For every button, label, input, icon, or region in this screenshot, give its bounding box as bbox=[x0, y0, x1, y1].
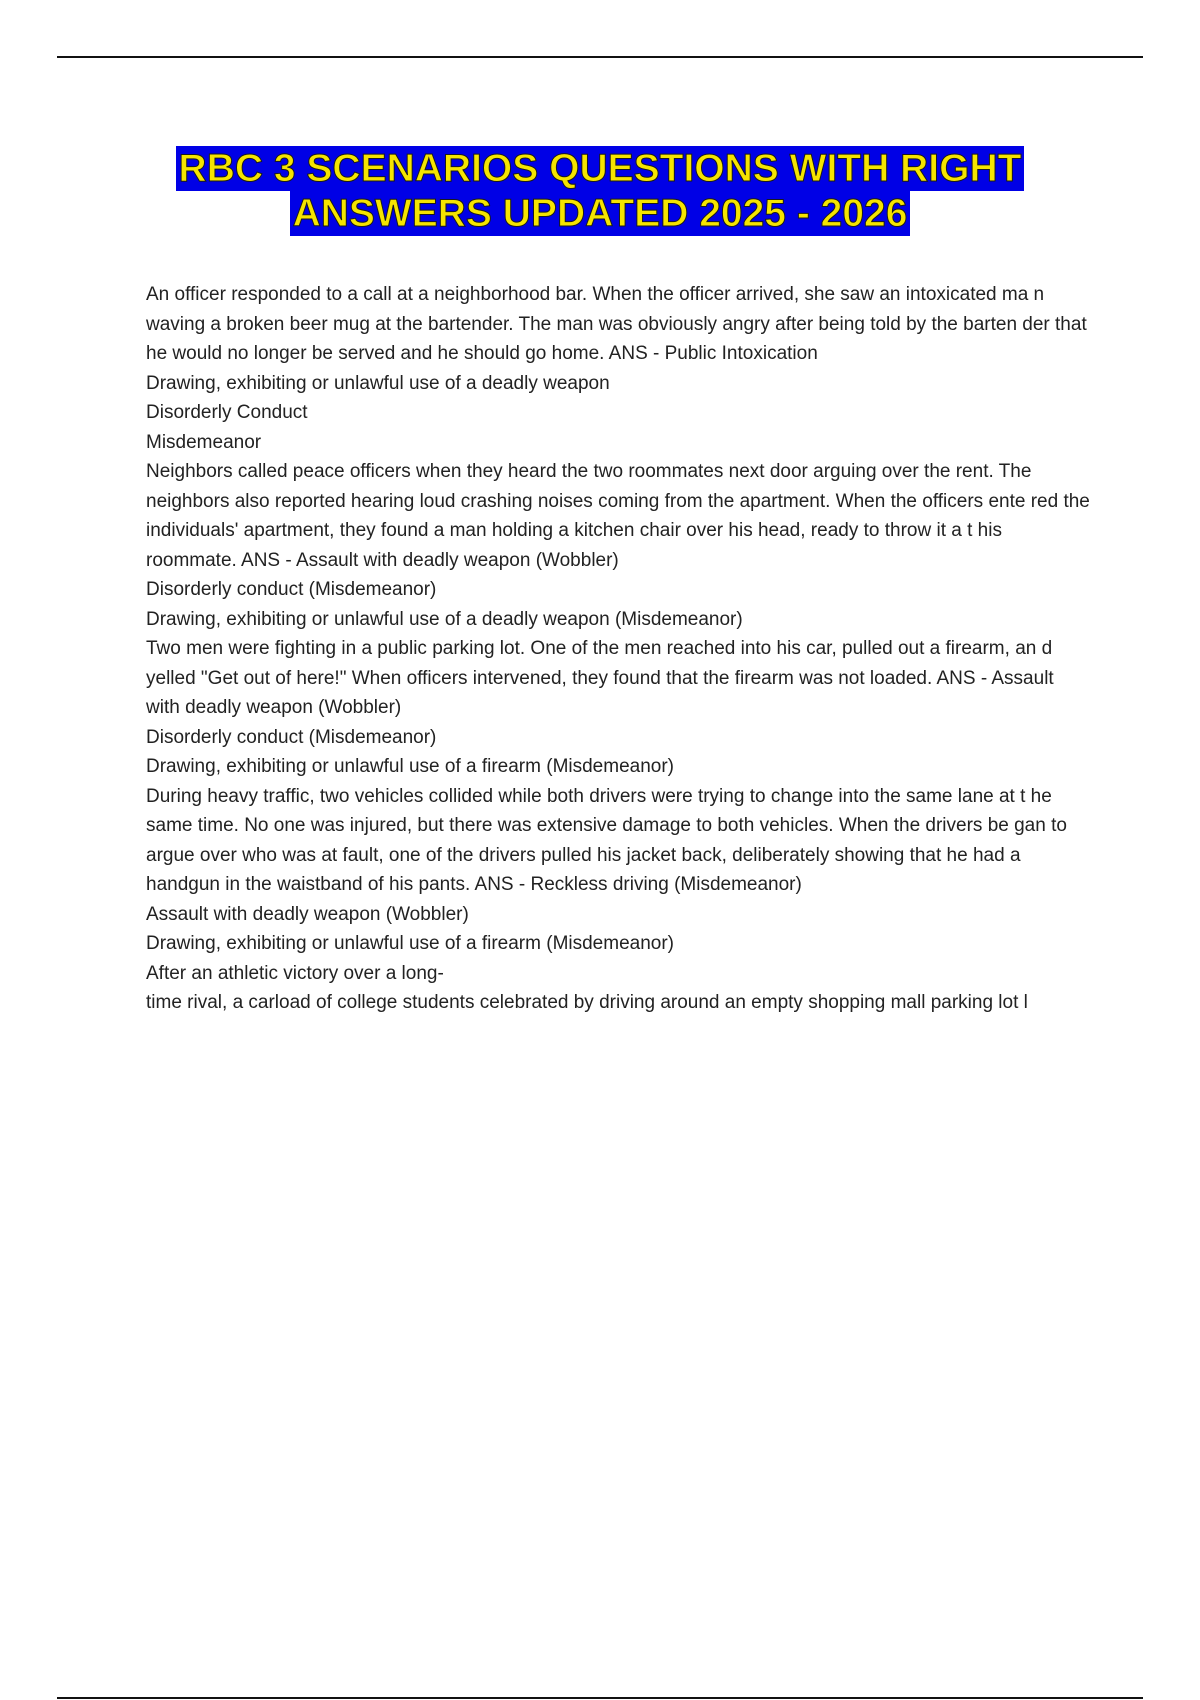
question-5: During heavy traffic, two vehicles collided while both drivers were trying to change into the same lane at t he same time. No one was injured, but there was extensive damage to both vehicles. When the drivers be gan to argue over who was at fault, one of the drivers pulled his jacket back, deliberately showing that he had a handgun in the waistband of his pants. ANS - Reckless driving (Misdemeanor) bbox=[146, 785, 1067, 895]
option-4b: Drawing, exhibiting or unlawful use of a firearm (Misdemeanor) bbox=[146, 756, 675, 777]
question-4: Two men were fighting in a public parking lot. One of the men reached into his car, pulled out a firearm, an d yelled "Get out of here!" When officers intervened, they found that the firearm was not loaded. ANS - Assault with deadly weapon (Wobbler) bbox=[146, 638, 1054, 718]
option-1a: Drawing, exhibiting or unlawful use of a deadly weapon bbox=[146, 372, 610, 394]
question-6-line-1: After an athletic victory over a long- bbox=[146, 962, 444, 984]
option-3a: Disorderly conduct (Misdemeanor) bbox=[146, 579, 437, 600]
bottom-rule bbox=[57, 1697, 1143, 1699]
title-line-1: RBC 3 SCENARIOS QUESTIONS WITH RIGHT bbox=[176, 146, 1025, 191]
title-line-2: ANSWERS UPDATED 2025 - 2026 bbox=[290, 191, 911, 236]
option-4a: Disorderly conduct (Misdemeanor) bbox=[146, 726, 437, 748]
option-5b: Drawing, exhibiting or unlawful use of a firearm (Misdemeanor) bbox=[146, 933, 675, 954]
question-2: Misdemeanor bbox=[146, 431, 262, 453]
page-title bbox=[100, 146, 1100, 236]
question-3: Neighbors called peace officers when they heard the two roommates next door arguing over the rent. The neighbors also reported hearing loud crashing noises coming from the apartment. When the officers ente red the individuals' apartment, they found a man holding a kitchen chair over his head, ready to throw it a t his roommate. ANS - Assault with deadly weapon (Wobbler) bbox=[146, 461, 1090, 571]
top-rule bbox=[57, 56, 1143, 58]
option-3b: Drawing, exhibiting or unlawful use of a deadly weapon (Misdemeanor) bbox=[146, 608, 743, 630]
question-1: An officer responded to a call at a neighborhood bar. When the officer arrived, she saw an intoxicated ma n waving a broken beer mug at the bartender. The man was obviously angry after being told by the barten der that he would no longer be served and he should go home. ANS - Public Intoxication bbox=[146, 284, 1087, 364]
option-1b: Disorderly Conduct bbox=[146, 402, 308, 423]
document-body bbox=[146, 280, 1092, 1018]
question-6-line-2: time rival, a carload of college students celebrated by driving around an empty shopping mall parking lot l bbox=[146, 992, 1028, 1013]
option-5a: Assault with deadly weapon (Wobbler) bbox=[146, 903, 469, 925]
